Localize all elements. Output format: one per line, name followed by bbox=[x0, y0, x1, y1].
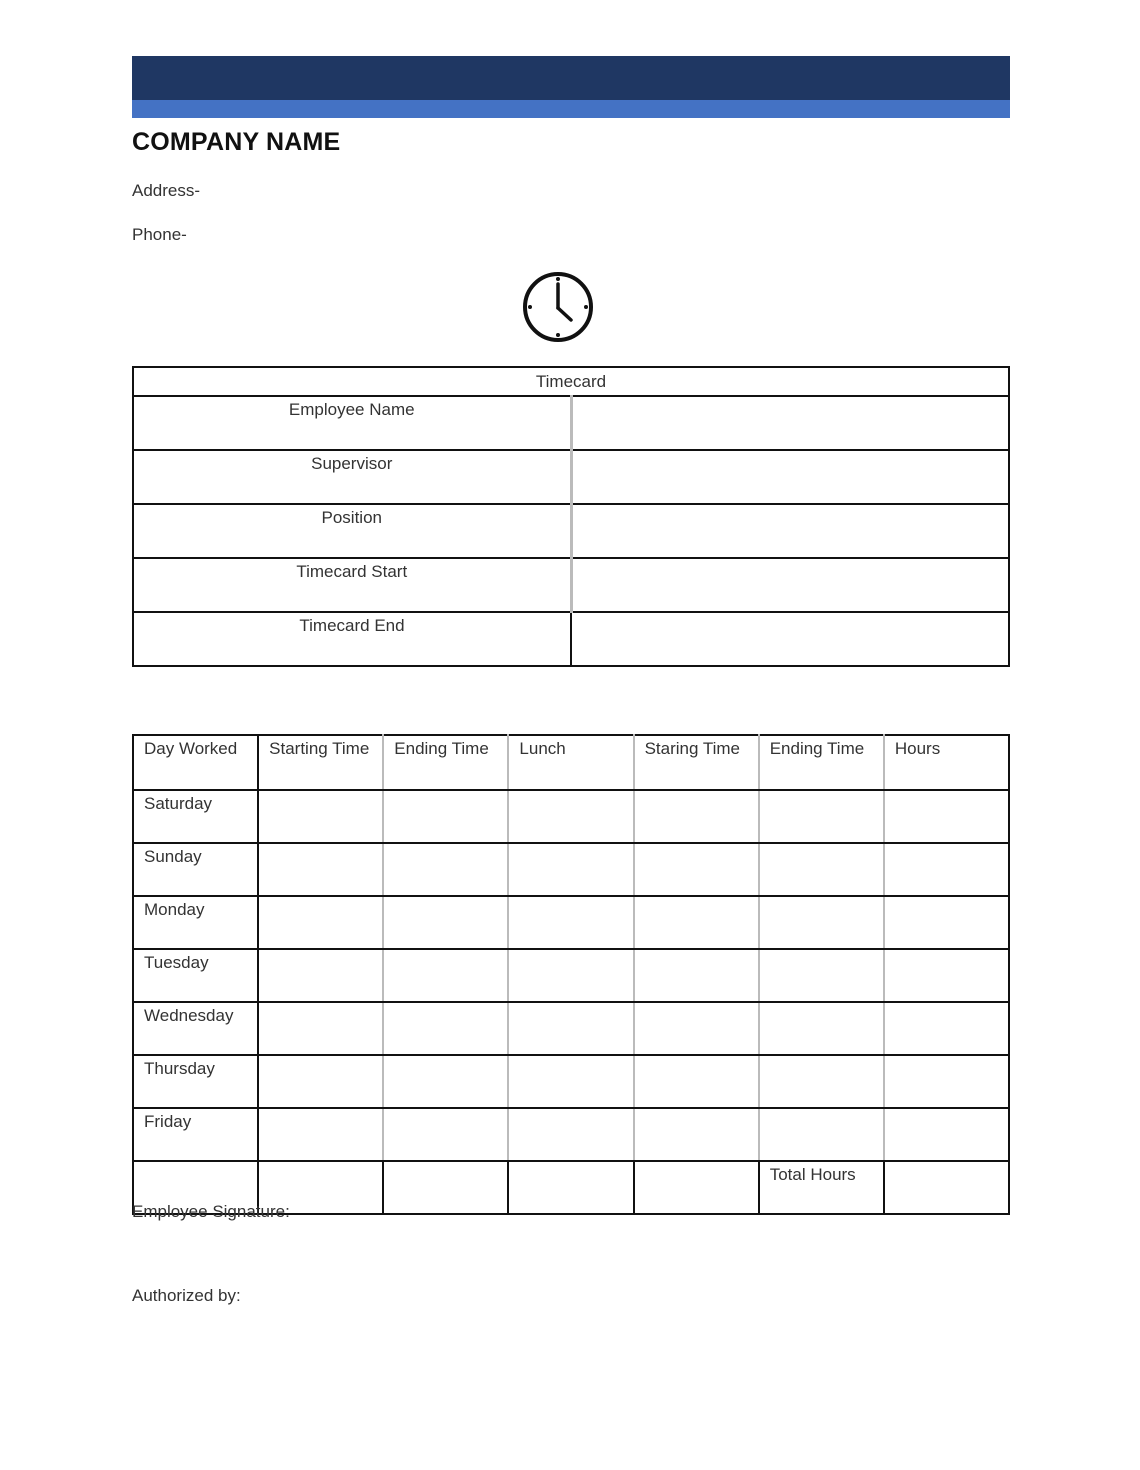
day-label: Thursday bbox=[133, 1055, 258, 1108]
time-cell[interactable] bbox=[383, 1108, 508, 1161]
header-band-light bbox=[132, 100, 1010, 118]
info-label: Timecard End bbox=[133, 612, 571, 666]
hours-cell[interactable] bbox=[884, 843, 1009, 896]
column-header-staring-time: Staring Time bbox=[634, 735, 759, 790]
column-header-starting-time: Starting Time bbox=[258, 735, 383, 790]
time-cell[interactable] bbox=[508, 843, 633, 896]
employee-name-field[interactable] bbox=[571, 396, 1009, 450]
time-cell[interactable] bbox=[383, 843, 508, 896]
time-cell[interactable] bbox=[508, 949, 633, 1002]
info-label: Position bbox=[133, 504, 571, 558]
header-band-dark bbox=[132, 56, 1010, 100]
hours-table bbox=[132, 734, 1010, 1215]
hours-cell[interactable] bbox=[884, 790, 1009, 843]
time-cell[interactable] bbox=[759, 949, 884, 1002]
time-cell[interactable] bbox=[258, 949, 383, 1002]
timecard-info-table bbox=[132, 366, 1010, 667]
info-label: Employee Name bbox=[133, 396, 571, 450]
time-cell[interactable] bbox=[508, 1108, 633, 1161]
position-field[interactable] bbox=[571, 504, 1009, 558]
table-row bbox=[133, 896, 1009, 949]
column-header-hours: Hours bbox=[884, 735, 1009, 790]
address-label: Address- bbox=[132, 181, 201, 200]
time-cell[interactable] bbox=[634, 949, 759, 1002]
time-cell[interactable] bbox=[383, 1055, 508, 1108]
time-cell[interactable] bbox=[258, 1002, 383, 1055]
hours-cell[interactable] bbox=[884, 1055, 1009, 1108]
day-label: Wednesday bbox=[133, 1002, 258, 1055]
column-header-lunch: Lunch bbox=[508, 735, 633, 790]
table-row bbox=[133, 949, 1009, 1002]
total-blank-cell bbox=[383, 1161, 508, 1214]
time-cell[interactable] bbox=[258, 843, 383, 896]
table-row bbox=[133, 1002, 1009, 1055]
day-label: Friday bbox=[133, 1108, 258, 1161]
company-name: COMPANY NAME bbox=[132, 128, 341, 156]
time-cell[interactable] bbox=[634, 1055, 759, 1108]
time-cell[interactable] bbox=[508, 790, 633, 843]
day-label: Monday bbox=[133, 896, 258, 949]
time-cell[interactable] bbox=[508, 1055, 633, 1108]
column-header-ending-time: Ending Time bbox=[383, 735, 508, 790]
time-cell[interactable] bbox=[634, 896, 759, 949]
supervisor-field[interactable] bbox=[571, 450, 1009, 504]
total-hours-field[interactable] bbox=[884, 1161, 1009, 1214]
hours-cell[interactable] bbox=[884, 1002, 1009, 1055]
authorized-by-label: Authorized by: bbox=[132, 1286, 241, 1305]
clock-icon bbox=[521, 270, 595, 344]
time-cell[interactable] bbox=[258, 1108, 383, 1161]
time-cell[interactable] bbox=[759, 790, 884, 843]
employee-signature-label: Employee Signature: bbox=[132, 1202, 290, 1221]
time-cell[interactable] bbox=[383, 949, 508, 1002]
day-label: Saturday bbox=[133, 790, 258, 843]
column-header-ending-time-2: Ending Time bbox=[759, 735, 884, 790]
total-blank-cell bbox=[634, 1161, 759, 1214]
timecard-end-field[interactable] bbox=[571, 612, 1009, 666]
table-row bbox=[133, 1055, 1009, 1108]
day-label: Tuesday bbox=[133, 949, 258, 1002]
hours-cell[interactable] bbox=[884, 1108, 1009, 1161]
info-label: Timecard Start bbox=[133, 558, 571, 612]
time-cell[interactable] bbox=[759, 896, 884, 949]
info-label: Supervisor bbox=[133, 450, 571, 504]
table-header-row bbox=[133, 735, 1009, 790]
time-cell[interactable] bbox=[634, 1108, 759, 1161]
time-cell[interactable] bbox=[759, 1055, 884, 1108]
time-cell[interactable] bbox=[258, 896, 383, 949]
hours-cell[interactable] bbox=[884, 896, 1009, 949]
timecard-start-field[interactable] bbox=[571, 558, 1009, 612]
table-row bbox=[133, 790, 1009, 843]
table-row bbox=[133, 1108, 1009, 1161]
time-cell[interactable] bbox=[508, 896, 633, 949]
time-cell[interactable] bbox=[634, 790, 759, 843]
timecard-title: Timecard bbox=[133, 367, 1009, 396]
time-cell[interactable] bbox=[383, 1002, 508, 1055]
day-label: Sunday bbox=[133, 843, 258, 896]
total-hours-label: Total Hours bbox=[759, 1161, 884, 1214]
time-cell[interactable] bbox=[258, 1055, 383, 1108]
time-cell[interactable] bbox=[258, 790, 383, 843]
time-cell[interactable] bbox=[383, 790, 508, 843]
time-cell[interactable] bbox=[759, 1108, 884, 1161]
phone-label: Phone- bbox=[132, 225, 187, 244]
time-cell[interactable] bbox=[759, 843, 884, 896]
table-row bbox=[133, 843, 1009, 896]
time-cell[interactable] bbox=[634, 843, 759, 896]
time-cell[interactable] bbox=[508, 1002, 633, 1055]
hours-cell[interactable] bbox=[884, 949, 1009, 1002]
time-cell[interactable] bbox=[759, 1002, 884, 1055]
column-header-day-worked: Day Worked bbox=[133, 735, 258, 790]
total-blank-cell bbox=[508, 1161, 633, 1214]
time-cell[interactable] bbox=[383, 896, 508, 949]
time-cell[interactable] bbox=[634, 1002, 759, 1055]
